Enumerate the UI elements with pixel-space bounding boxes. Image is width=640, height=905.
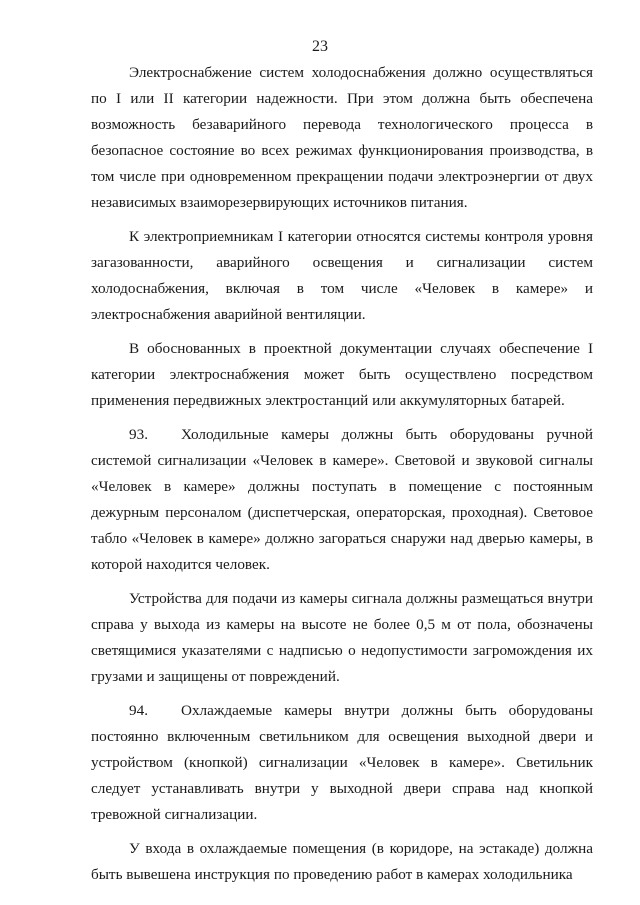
paragraph-justified-cases bbox=[91, 336, 593, 414]
clause-number: 93. bbox=[129, 426, 148, 443]
paragraph-category-one-receivers bbox=[91, 224, 593, 328]
document-body bbox=[91, 60, 593, 896]
clause-number: 94. bbox=[129, 702, 148, 719]
paragraph-text: Электроснабжение систем холодоснабжения должно осуществляться по I или II категории надежности. При этом должна быть обеспечена возможность безаварийного перевода технологического процесса в безопасное состояние во всех режимах функционирования производства, в том числе при одновременном прекращении подачи электроэнергии от двух независимых взаиморезервирующих источников питания. bbox=[91, 64, 593, 211]
paragraph-text: К электроприемникам I категории относятся системы контроля уровня загазованности, аварийного освещения и сигнализации систем холодоснабжения, включая в том числе «Человек в камере» и электроснабжения аварийной вентиляции. bbox=[91, 228, 593, 323]
paragraph-text: Устройства для подачи из камеры сигнала должны размещаться внутри справа у выхода из камеры на высоте не более 0,5 м от пола, обозначены светящимися указателями с надписью о недопустимости загромождения их грузами и защищены от повреждений. bbox=[91, 590, 593, 685]
paragraph-text: Холодильные камеры должны быть оборудованы ручной системой сигнализации «Человек в камере». Световой и звуковой сигналы «Человек в камере» должны поступать в помещение с постоянным дежурным персоналом (диспетчерская, операторская, проходная). Световое табло «Человек в камере» должно загораться снаружи над дверью камеры, в которой находится человек. bbox=[91, 426, 593, 573]
paragraph-text: У входа в охлаждаемые помещения (в коридоре, на эстакаде) должна быть вывешена инструкция по проведению работ в камерах холодильника bbox=[91, 840, 593, 883]
clause-94 bbox=[91, 698, 593, 828]
paragraph-power-supply bbox=[91, 60, 593, 216]
paragraph-text: В обоснованных в проектной документации случаях обеспечение I категории электроснабжения может быть осуществлено посредством применения передвижных электростанций или аккумуляторных батарей. bbox=[91, 340, 593, 409]
paragraph-signal-devices bbox=[91, 586, 593, 690]
page-number: 23 bbox=[312, 38, 328, 55]
paragraph-text: Охлаждаемые камеры внутри должны быть оборудованы постоянно включенным светильником для освещения выходной двери и устройством (кнопкой) сигнализации «Человек в камере». Светильник следует устанавливать внутри у выходной двери справа над кнопкой тревожной сигнализации. bbox=[91, 702, 593, 823]
clause-93 bbox=[91, 422, 593, 578]
paragraph-entrance-instruction bbox=[91, 836, 593, 888]
